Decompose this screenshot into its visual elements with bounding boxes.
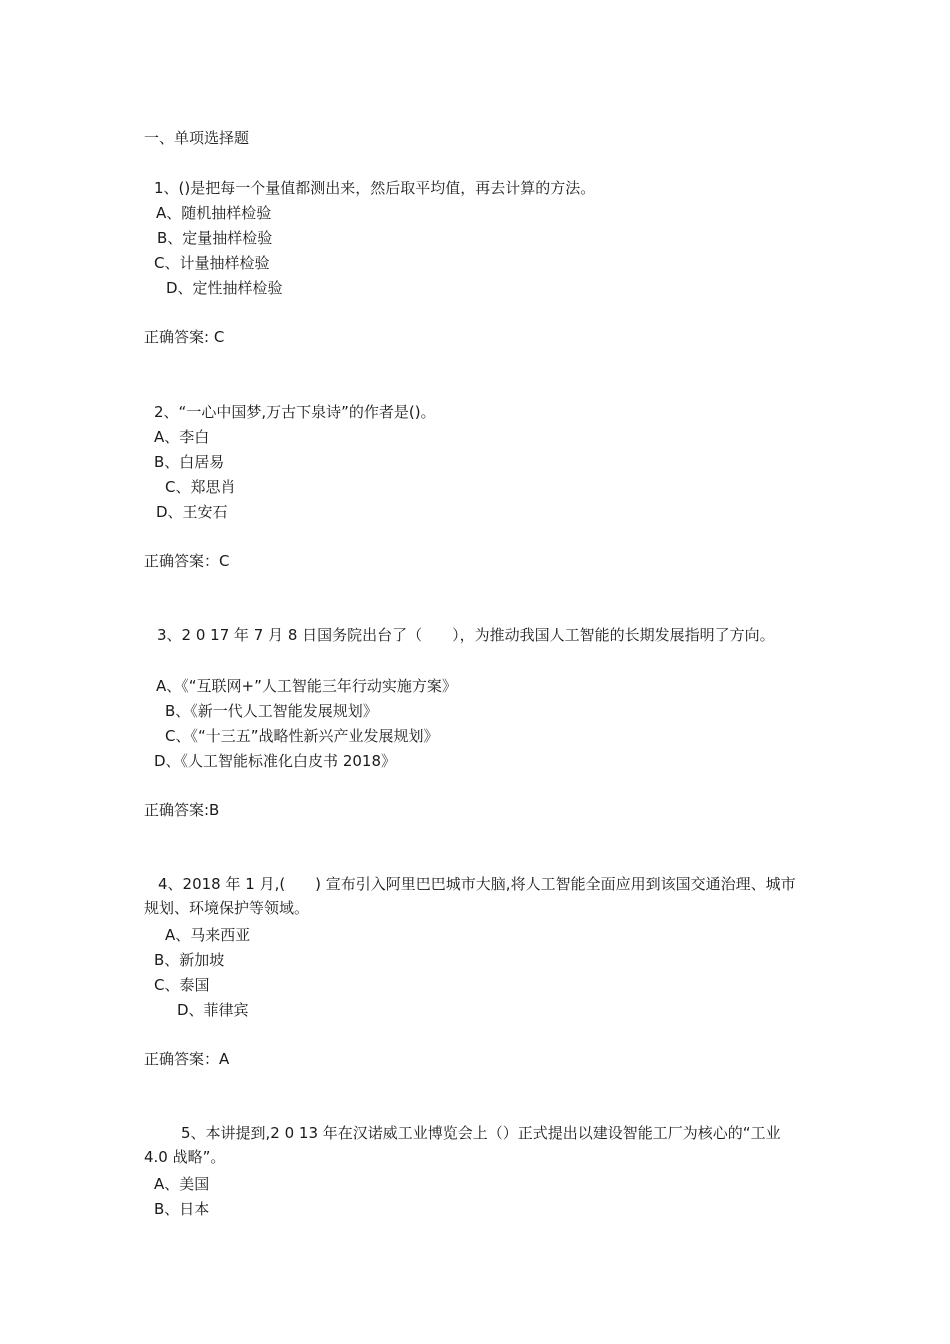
question-2-stem: 2、“一心中国梦,万古下泉诗”的作者是()。 — [154, 403, 436, 421]
question-4-answer: 正确答案：A — [144, 1050, 230, 1068]
question-3-option-b: B、《新一代人工智能发展规划》 — [165, 702, 378, 720]
question-1-option-d: D、定性抽样检验 — [166, 279, 283, 297]
question-5-option-b: B、日本 — [154, 1200, 210, 1218]
question-4-option-d: D、菲律宾 — [177, 1001, 249, 1019]
section-title: 一、单项选择题 — [144, 129, 250, 147]
question-1-option-c: C、计量抽样检验 — [154, 254, 270, 272]
question-1-answer: 正确答案: C — [144, 328, 225, 346]
question-2-answer: 正确答案：C — [144, 552, 230, 570]
question-2-option-d: D、王安石 — [156, 503, 228, 521]
question-4-option-b: B、新加坡 — [154, 951, 225, 969]
question-3-stem: 3、2 0 17 年 7 月 8 日国务院出台了（ ），为推动我国人工智能的长期发展指明了方向。 — [157, 626, 775, 644]
question-3-option-c: C、《“十三五”战略性新兴产业发展规划》 — [165, 727, 439, 745]
question-1-stem: 1、()是把每一个量值都测出来，然后取平均值，再去计算的方法。 — [154, 179, 596, 197]
question-4-stem: 4、2018 年 1 月,( ) 宣布引入阿里巴巴城市大脑,将人工智能全面应用到该国交通治理、城市规划、环境保护等领域。 — [144, 875, 796, 917]
question-4-option-a: A、马来西亚 — [165, 926, 251, 944]
question-5-option-a: A、美国 — [154, 1175, 210, 1193]
question-5-stem: 5、本讲提到,2 0 13 年在汉诺威工业博览会上（）正式提出以建设智能工厂为核心的“工业 4.0 战略”。 — [144, 1124, 781, 1166]
question-4-option-c: C、泰国 — [154, 976, 210, 994]
question-2-option-c: C、郑思肖 — [165, 478, 236, 496]
question-2-option-b: B、白居易 — [154, 453, 225, 471]
question-1-option-a: A、随机抽样检验 — [156, 204, 272, 222]
question-2-option-a: A、李白 — [154, 428, 210, 446]
question-1-option-b: B、定量抽样检验 — [157, 229, 273, 247]
question-3-answer: 正确答案:B — [144, 801, 220, 819]
question-3-option-d: D、《人工智能标准化白皮书 2018》 — [154, 752, 396, 770]
question-3-option-a: A、《“互联网+”人工智能三年行动实施方案》 — [156, 677, 457, 695]
